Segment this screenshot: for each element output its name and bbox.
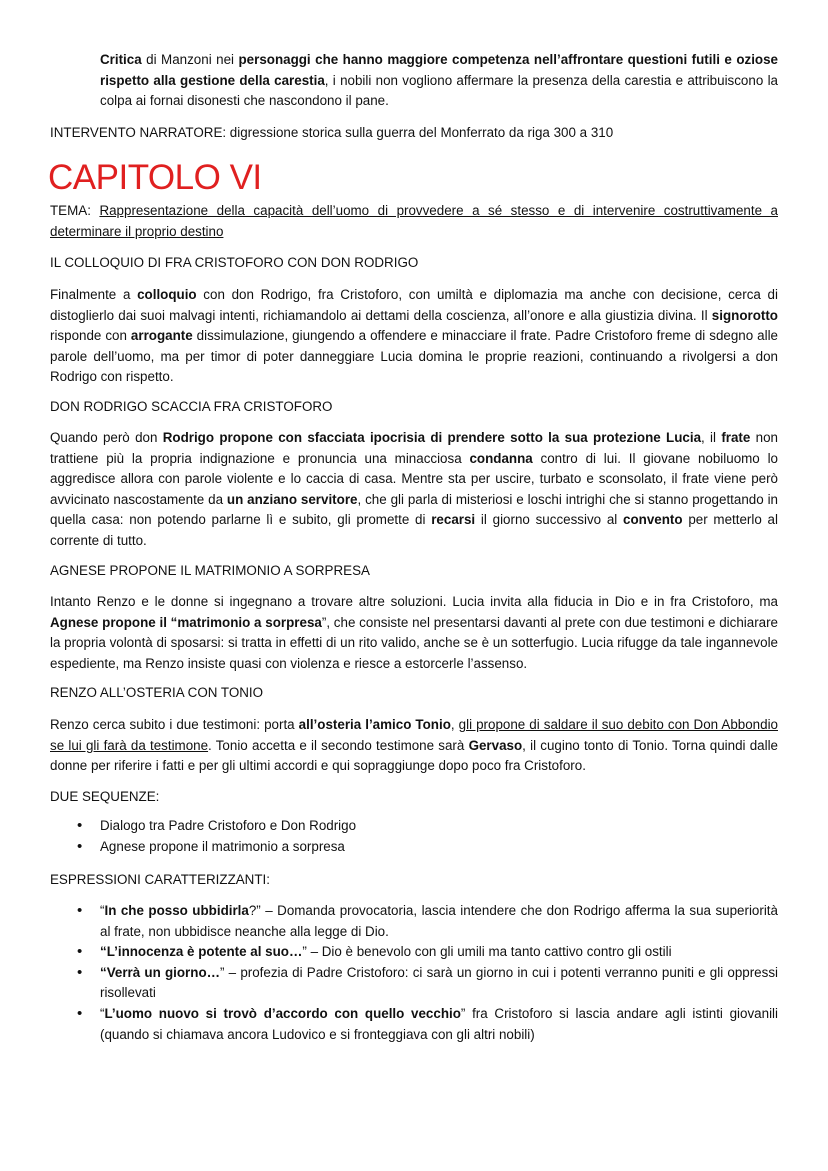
- bullet-icon: •: [77, 963, 83, 981]
- narratore-note: INTERVENTO NARRATORE: digressione storica sulla guerra del Monferrato da riga 300 a 310: [50, 125, 614, 140]
- chapter-title: CAPITOLO VI: [48, 158, 262, 197]
- section-heading: IL COLLOQUIO DI FRA CRISTOFORO CON DON RODRIGO: [50, 255, 419, 270]
- section-heading: DUE SEQUENZE:: [50, 789, 160, 804]
- expressions-list: [50, 901, 778, 1045]
- list-item: • “Verrà un giorno…” – profezia di Padre Cristoforo: ci sarà un giorno in cui i potenti verranno puniti e gli oppressi risollevati: [77, 963, 778, 1001]
- bullet-icon: •: [77, 1004, 83, 1022]
- section-heading: AGNESE PROPONE IL MATRIMONIO A SORPRESA: [50, 563, 370, 578]
- list-item: • “In che posso ubbidirla?” – Domanda provocatoria, lascia intendere che don Rodrigo afferma la sua superiorità al frate, non ubbidisce neanche alla legge di Dio.: [77, 902, 778, 939]
- list-item: • Dialogo tra Padre Cristoforo e Don Rodrigo: [50, 816, 778, 837]
- section-paragraph: Renzo cerca subito i due testimoni: porta all’osteria l’amico Tonio, gli propone di saldare il suo debito con Don Abbondio se lui gli farà da testimone. Tonio accetta e il secondo testimone sarà Gervaso, il cugino tonto di Tonio. Torna quindi dalle donne per riferire i fatti e per gli ultimi accordi e qui sopraggiunge dopo poco fra Cristoforo.: [50, 717, 779, 774]
- bullet-icon: •: [77, 817, 83, 834]
- list-item: • Agnese propone il matrimonio a sorpresa: [50, 837, 778, 858]
- list-item: • “L’innocenza è potente al suo…” – Dio è benevolo con gli umili ma tanto cattivo contro gli ostili: [50, 942, 778, 963]
- bullet-icon: •: [77, 837, 83, 855]
- section-paragraph: Intanto Renzo e le donne si ingegnano a trovare altre soluzioni. Lucia invita alla fiducia in Dio e in fra Cristoforo, ma Agnese propone il “matrimonio a sorpresa”, che consiste nel presentarsi davanti al prete con due testimoni e dichiarare la propria volontà di sposarsi: si tratta in effetti di un rito valido, anche se è un sotterfugio. Lucia rifugge da tale ingannevole espediente, ma Renzo insiste quasi con violenza e riesce a estorcerle l’assenso.: [50, 594, 779, 671]
- section-heading: ESPRESSIONI CARATTERIZZANTI:: [50, 872, 270, 887]
- section-heading: DON RODRIGO SCACCIA FRA CRISTOFORO: [50, 399, 333, 414]
- section-paragraph: Finalmente a colloquio con don Rodrigo, fra Cristoforo, con umiltà e diplomazia ma anche con decisione, cerca di distoglierlo dai suoi malvagi intenti, richiamandolo ai dettami della coscienza, all’onore e alla giustizia divina. Il signorotto risponde con arrogante dissimulazione, giungendo a offendere e minacciare il frate. Padre Cristoforo freme di sdegno alle parole dell’uomo, ma per timor di poter danneggiare Lucia domina le proprie reazioni, continuando a rivolgersi a don Rodrigo con rispetto.: [50, 287, 778, 385]
- section-paragraph: Quando però don Rodrigo propone con sfacciata ipocrisia di prendere sotto la sua protezione Lucia, il frate non trattiene più la propria indignazione e pronuncia una minacciosa condanna contro di lui. Il giovane nobiluomo lo aggredisce allora con parole violente e lo caccia di casa. Mentre sta per uscire, turbato e sconsolato, il frate viene però avvicinato nascostamente da un anziano servitore, che gli parla di misteriosi e loschi intrighi che si stanno progettando in quella casa: non potendo parlarne lì e subito, gli promette di recarsi il giorno successivo al convento per metterlo al corrente di tutto.: [50, 430, 778, 548]
- bullet-icon: •: [77, 943, 83, 961]
- critica-paragraph: Critica di Manzoni nei personaggi che hanno maggiore competenza nell’affrontare questioni futili e oziose rispetto alla gestione della carestia, i nobili non vogliono affermare la presenza della carestia e attribuiscono la colpa ai fornai disonesti che nascondono il pane.: [100, 52, 778, 109]
- sequence-list: [50, 816, 778, 857]
- section-heading: RENZO ALL’OSTERIA CON TONIO: [50, 685, 264, 700]
- list-item: • “L’uomo nuovo si trovò d’accordo con quello vecchio” fra Cristoforo si lascia andare agli istinti giovanili (quando si chiamava ancora Ludovico e si fronteggiava con gli altri nobili): [77, 1004, 778, 1042]
- bullet-icon: •: [77, 902, 83, 919]
- tema-paragraph: TEMA: Rappresentazione della capacità dell’uomo di provvedere a sé stesso e di intervenire costruttivamente a determinare il proprio destino: [50, 203, 778, 239]
